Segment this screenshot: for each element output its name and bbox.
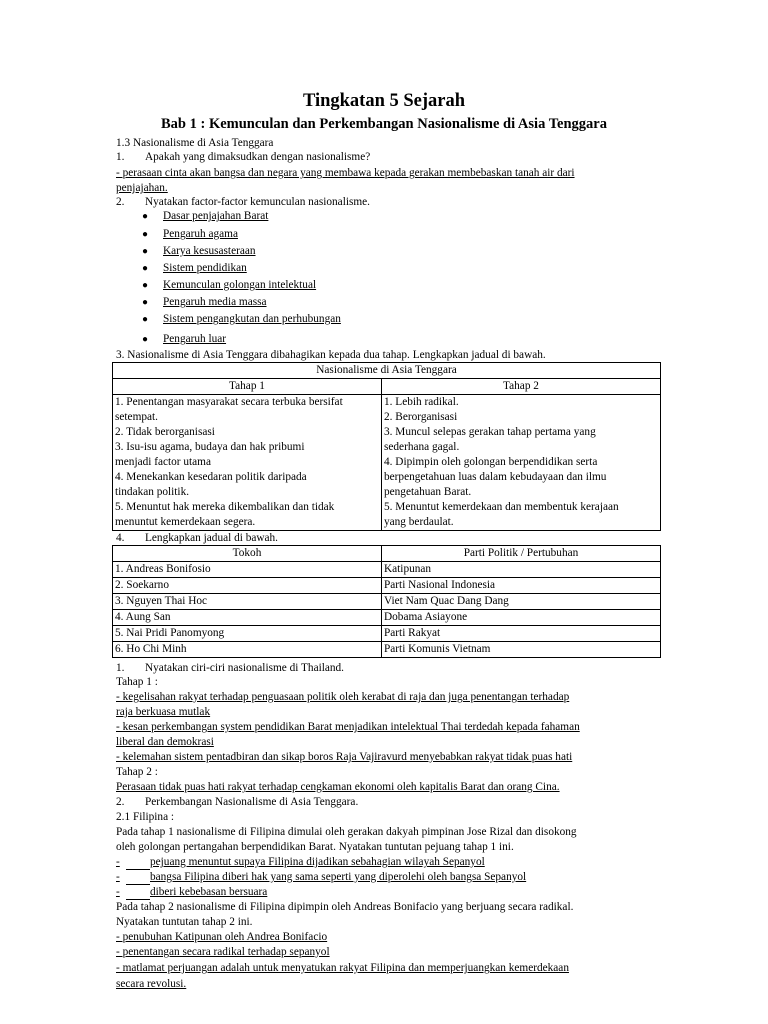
stage-1-line: 2. Tidak berorganisasi bbox=[115, 426, 215, 438]
figure-party-cell: Dobama Asiayone bbox=[382, 610, 661, 626]
stage-2-line: 3. Muncul selepas gerakan tahap pertama yang bbox=[384, 426, 596, 438]
stage-1-line: 3. Isu-isu agama, budaya dan hak pribumi bbox=[115, 441, 305, 453]
bullet-marker: ● bbox=[142, 246, 149, 257]
figure-name-cell: 6. Ho Chi Minh bbox=[113, 642, 382, 658]
tahap-1-label: Tahap 1 : bbox=[116, 676, 158, 688]
figure-name-cell: 5. Nai Pridi Panomyong bbox=[113, 626, 382, 642]
question-4-number: 4. bbox=[116, 532, 125, 544]
question-2-number: 2. bbox=[116, 196, 125, 208]
figure-name-cell: 1. Andreas Bonifosio bbox=[113, 562, 382, 578]
bullet-marker: ● bbox=[142, 297, 149, 308]
stage-2-line: 2. Berorganisasi bbox=[384, 411, 458, 423]
stage-1-line: menjadi factor utama bbox=[115, 456, 211, 468]
development-question-text: Perkembangan Nasionalisme di Asia Tenggara. bbox=[145, 796, 359, 808]
stage-1-line: 1. Penentangan masyarakat secara terbuka bersifat bbox=[115, 396, 343, 408]
figure-party-cell: Parti Nasional Indonesia bbox=[382, 578, 661, 594]
thailand-question-number: 1. bbox=[116, 662, 125, 674]
question-2-text: Nyatakan factor-factor kemunculan nasionalisme. bbox=[145, 196, 370, 208]
stage-1-demand: diberi kebebasan bersuara bbox=[150, 886, 268, 898]
stage-2-demand: secara revolusi. bbox=[116, 978, 187, 990]
stage-2-line: 5. Menuntut kemerdekaan dan membentuk kerajaan bbox=[384, 501, 619, 513]
figures-col-header-1: Tokoh bbox=[113, 546, 382, 562]
figure-name-cell: 4. Aung San bbox=[113, 610, 382, 626]
philippines-paragraph-2: Nyatakan tuntutan tahap 2 ini. bbox=[116, 916, 253, 928]
stage-2-line: pengetahuan Barat. bbox=[384, 486, 472, 498]
stages-table-header: Nasionalisme di Asia Tenggara bbox=[113, 363, 661, 379]
demand-dash: - bbox=[116, 886, 120, 898]
demand-gap bbox=[126, 886, 150, 900]
question-1-answer-line-2: penjajahan. bbox=[116, 182, 168, 194]
bullet-marker: ● bbox=[142, 314, 149, 325]
stage-1-line: 4. Menekankan kesedaran politik daripada bbox=[115, 471, 307, 483]
stage-2-line: yang berdaulat. bbox=[384, 516, 454, 528]
philippines-paragraph-1: Pada tahap 1 nasionalisme di Filipina dimulai oleh gerakan dakyah pimpinan Jose Rizal dan disokong bbox=[116, 826, 577, 838]
stage-1-line: 5. Menuntut hak mereka dikembalikan dan tidak bbox=[115, 501, 335, 513]
factor-item: Kemunculan golongan intelektual bbox=[163, 279, 317, 291]
stage-1-cell bbox=[113, 395, 382, 531]
stage-1-line: tindakan politik. bbox=[115, 486, 190, 498]
demand-dash: - bbox=[116, 871, 120, 883]
tahap-1-line: - kegelisahan rakyat terhadap penguasaan politik oleh kerabat di raja dan juga penentangan terhadap bbox=[116, 691, 570, 703]
figure-name-cell: 2. Soekarno bbox=[113, 578, 382, 594]
stage-1-line: setempat. bbox=[115, 411, 158, 423]
bullet-marker: ● bbox=[142, 211, 149, 222]
factor-item: Karya kesusasteraan bbox=[163, 245, 256, 257]
bullet-marker: ● bbox=[142, 280, 149, 291]
demand-gap bbox=[126, 856, 150, 870]
chapter-subtitle: Bab 1 : Kemunculan dan Perkembangan Nasionalisme di Asia Tenggara bbox=[161, 116, 607, 132]
factor-item: Sistem pendidikan bbox=[163, 262, 247, 274]
figure-party-cell: Katipunan bbox=[382, 562, 661, 578]
stage-2-line: 1. Lebih radikal. bbox=[384, 396, 459, 408]
stages-table bbox=[112, 362, 661, 531]
tahap-1-line: raja berkuasa mutlak bbox=[116, 706, 211, 718]
factor-item: Pengaruh agama bbox=[163, 228, 238, 240]
stage-1-demand: pejuang menuntut supaya Filipina dijadikan sebahagian wilayah Sepanyol bbox=[150, 856, 485, 868]
bullet-marker: ● bbox=[142, 229, 149, 240]
tahap-2-line: Perasaan tidak puas hati rakyat terhadap cengkaman ekonomi oleh kapitalis Barat dan orang Cina. bbox=[116, 781, 560, 793]
page-title: Tingkatan 5 Sejarah bbox=[302, 91, 466, 111]
question-1-number: 1. bbox=[116, 151, 125, 163]
section-heading: 1.3 Nasionalisme di Asia Tenggara bbox=[116, 137, 274, 149]
stages-col-header-1: Tahap 1 bbox=[113, 379, 382, 395]
stage-1-line: menuntut kemerdekaan segera. bbox=[115, 516, 256, 528]
stage-2-line: 4. Dipimpin oleh golongan berpendidikan serta bbox=[384, 456, 598, 468]
stage-2-demand: - matlamat perjuangan adalah untuk menyatukan rakyat Filipina dan memperjuangkan kemerdekaan bbox=[116, 962, 569, 974]
philippines-paragraph-2: Pada tahap 2 nasionalisme di Filipina dipimpin oleh Andreas Bonifacio yang berjuang secara radikal. bbox=[116, 901, 574, 913]
stage-2-line: sederhana gagal. bbox=[384, 441, 460, 453]
figures-col-header-2: Parti Politik / Pertubuhan bbox=[382, 546, 661, 562]
tahap-1-line: liberal dan demokrasi bbox=[116, 736, 214, 748]
stage-2-demand: - penubuhan Katipunan oleh Andrea Bonifacio bbox=[116, 931, 328, 943]
question-1-text: Apakah yang dimaksudkan dengan nasionalisme? bbox=[145, 151, 371, 163]
question-4-text: Lengkapkan jadual di bawah. bbox=[145, 532, 279, 544]
bullet-marker: ● bbox=[142, 263, 149, 274]
figure-party-cell: Parti Rakyat bbox=[382, 626, 661, 642]
demand-gap bbox=[126, 871, 150, 885]
factor-item: Dasar penjajahan Barat bbox=[163, 210, 269, 222]
stage-2-cell bbox=[382, 395, 661, 531]
question-1-answer-line-1: - perasaan cinta akan bangsa dan negara yang membawa kepada gerakan membebaskan tanah air dari bbox=[116, 167, 575, 179]
factor-item: Pengaruh media massa bbox=[163, 296, 267, 308]
stages-col-header-2: Tahap 2 bbox=[382, 379, 661, 395]
tahap-2-label: Tahap 2 : bbox=[116, 766, 158, 778]
figure-name-cell: 3. Nguyen Thai Hoc bbox=[113, 594, 382, 610]
bullet-marker: ● bbox=[142, 334, 149, 345]
development-question-number: 2. bbox=[116, 796, 125, 808]
stage-2-line: berpengetahuan luas dalam kebudayaan dan ilmu bbox=[384, 471, 607, 483]
question-3-text: 3. Nasionalisme di Asia Tenggara dibahagikan kepada dua tahap. Lengkapkan jadual di bawah. bbox=[116, 349, 546, 361]
figures-table bbox=[112, 545, 661, 658]
figure-party-cell: Parti Komunis Vietnam bbox=[382, 642, 661, 658]
tahap-1-line: - kelemahan sistem pentadbiran dan sikap boros Raja Vajiravurd menyebabkan rakyat tidak puas hati bbox=[116, 751, 573, 763]
philippines-paragraph-1: oleh golongan pertangahan berpendidikan Barat. Nyatakan tuntutan pejuang tahap 1 ini. bbox=[116, 841, 514, 853]
factor-item: Sistem pengangkutan dan perhubungan bbox=[163, 313, 341, 325]
thailand-question-text: Nyatakan ciri-ciri nasionalisme di Thailand. bbox=[145, 662, 344, 674]
factor-item: Pengaruh luar bbox=[163, 333, 227, 345]
philippines-subheading: 2.1 Filipina : bbox=[116, 811, 175, 823]
stage-2-demand: - penentangan secara radikal terhadap sepanyol bbox=[116, 946, 330, 958]
demand-dash: - bbox=[116, 856, 120, 868]
stage-1-demand: bangsa Filipina diberi hak yang sama seperti yang diperolehi oleh bangsa Sepanyol bbox=[150, 871, 527, 883]
figure-party-cell: Viet Nam Quac Dang Dang bbox=[382, 594, 661, 610]
tahap-1-line: - kesan perkembangan system pendidikan Barat menjadikan intelektual Thai terdedah kepada fahaman bbox=[116, 721, 580, 733]
